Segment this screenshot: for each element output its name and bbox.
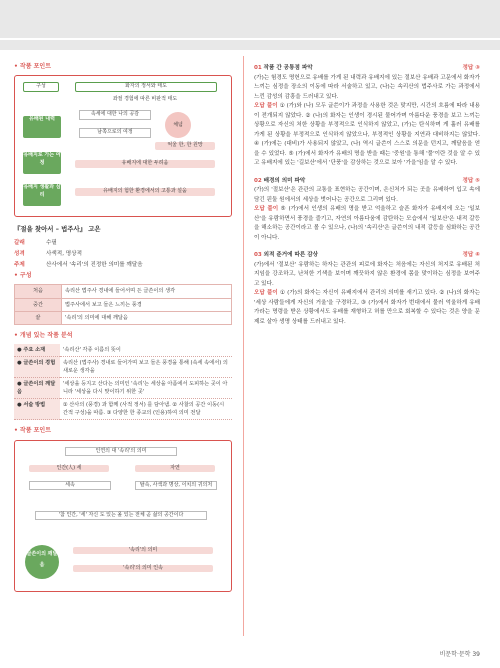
info-value: 수필 xyxy=(46,240,57,247)
explanation-text: (가)는 험경도 명헌으로 유배를 가게 된 내력과 유배지에 있는 절보산 유배과 고문에서 화자가 느끼는 심정을 장소의 이동에 따라 서술하고 있고, (나)는 속리산의 법주사로 가는 과정에서 느낀 감성의 감흥을 드러내고 있다. xyxy=(254,74,480,100)
question-number: 02 xyxy=(254,177,262,184)
table-row xyxy=(14,344,232,357)
diag2-right-sub: 탈속, 사색과 명상, 이치의 귀의처 xyxy=(135,481,217,491)
column-divider xyxy=(243,56,244,636)
question-number: 01 xyxy=(254,65,262,71)
wrong-answer-label: 오답 풀이 xyxy=(254,103,278,109)
meaning-diagram xyxy=(14,440,232,592)
table-cell: 속리산 법주사 경내에 들어서며 든 글쓴이의 생각 xyxy=(62,285,232,298)
box-exile-journey: 유배지로 가는 여정 xyxy=(23,152,61,174)
wrong-answer-label: 오답 풀이 xyxy=(254,206,279,212)
table-cell: '속리'의 의미에 대해 깨달음 xyxy=(62,311,232,324)
question-header xyxy=(254,177,480,187)
section-heading-work-point-2: • 작품 포인트 xyxy=(14,427,51,435)
diagram-label-structure: 구성 xyxy=(23,82,59,92)
section-heading-structure: • 구성 xyxy=(14,272,32,280)
diagram-label-emotion: 화자의 정서와 태도 xyxy=(75,82,217,92)
section-heading-analysis: • 개념 있는 작품 분석 xyxy=(14,331,73,339)
table-row xyxy=(14,357,232,378)
wrong-answer-text: ⑤ (가)에서 인생의 유배의 명을 받고 억울하고 슬픈 화자가 유배지에 오는 '일보산'을 유람하면서 풍경을 즐기고, 자연의 아름다움에 감탄하는 모습에서 '일보산'은 내적 갈등을 해소하는 공간이라고 볼 수 있으나, (나)의 '속리산'은 글쓴이의 내적 갈등을 심화하는 공간이 아니다. xyxy=(254,206,480,241)
table-row xyxy=(14,378,232,399)
table-cell: ① 산사의 (풍경) 과 함께 (사적 정서) 를 담아냄. ② 사찰의 공간 이동(시간적 구성)을 따름. ③ 다양한 한 종교의 (인용)하여 의미 전달 xyxy=(60,399,232,420)
note-suffering: 유배지의 험한 환경에서의 고통과 설움 xyxy=(75,188,215,196)
table-row xyxy=(14,399,232,420)
section-heading-work-point: • 작품 포인트 xyxy=(14,63,51,70)
wrong-answer-label: 오답 풀이 xyxy=(254,290,278,296)
question-02 xyxy=(254,177,480,244)
box-exile-history: 유배된 내력 xyxy=(23,116,61,138)
table-row xyxy=(15,285,232,298)
diag2-out1: '속리'의 의미 xyxy=(73,547,213,555)
top-header-band xyxy=(0,0,500,50)
page-footer xyxy=(440,649,480,658)
info-value: 사색적, 명상적 xyxy=(46,250,82,257)
question-title: 외적 준거에 따른 감상 xyxy=(263,252,319,258)
node-resignation-circle: 체념 xyxy=(165,112,191,138)
question-number: 03 xyxy=(254,252,262,258)
explanation-text: (가)의 '절보산'은 관관의 교통을 표현하는 공간이며, 은신처가 되는 곳을 유배하여 입고 속에 담긴 핀둘 원에서의 세상을 벗어나는 공간으로 그리며 있다. xyxy=(254,187,480,203)
table-cell: ● 글쓴이의 깨달음 xyxy=(14,378,60,399)
structure-table xyxy=(14,284,232,324)
right-column xyxy=(254,60,480,327)
node-journey-south: 남쪽으로의 여정 xyxy=(79,128,151,138)
info-row xyxy=(14,261,232,270)
diagram-sublabel: 좌절 경험에 따른 비판적 태도 xyxy=(112,96,178,103)
wrong-answer-text: ① (가)와 (나) 모두 글쓴이가 과정을 사용한 것은 맞지만, 시간의 흐름에 따라 내용이 전개되지 않았다. ② (나)의 화자는 인생이 경시된 물어가며 아름다운 풍경을 보고 느끼는 상황으로 자신의 처한 상황을 부정적으로 인식하지 않았고, (가)는 탄식하며 게 흘러 유배를 가게 된 상황을 부정적으로 인식하지 않았으나, 부정적인 상황을 지연과 대비하지는 않았다. ④ (가)에는 (대비)가 사용되지 않았고, (나) 역시 글쓴이 스스로 의문을 던지고, 깨달음을 얻을 수 있었다. ⑤ (가)에서 화자가 유배의 명을 받을 때는 '중원'을 통해 '풀'이란 것을 알 수 있고 유배지에 있는 '길보산'에서 '단풍'을 감상하는 것으로 보아 '가을'임을 알 수 있다. xyxy=(254,103,481,166)
table-cell: 속리산 (법주사) 경내로 들어가며 보고 들은 풍경을 통해 (속세 속에서) 의 새로운 생각을 xyxy=(60,357,232,378)
diag2-left: 인간(人) 세 xyxy=(29,465,109,473)
wrong-answer-text: ① (가)의 화자는 자신이 유배지에서 관리의 의미를 새기고 있다. ② (나)의 화자는 '세상 사람들에게 자신의 거울'을 구경하고, ③ (가)에서 화자가 번대에서 물러 억울하게 유배 가라는 명령을 받은 상황에서도 유배를 재형하고 허를 만으로 회복할 수 있다는 것은 양을 문제로 살아 생명 상태를 드러내고 있다. xyxy=(254,290,481,325)
diag2-right: 자연 xyxy=(135,465,215,473)
diag2-top: 인연의 대 '속리'의 의미 xyxy=(65,447,177,457)
question-title: 작품 간 공통점 파악 xyxy=(263,65,313,71)
info-row xyxy=(14,239,232,248)
table-cell: 끝 xyxy=(15,311,62,324)
table-cell: '속리산' 각종 이름의 뜻이 xyxy=(60,344,232,357)
question-header xyxy=(254,251,480,261)
question-03 xyxy=(254,251,480,327)
node-resentment: 억울 한, 한 원망 xyxy=(155,142,215,150)
table-row xyxy=(15,298,232,311)
table-cell: 법주사에서 보고 들은 느끼는 풍경 xyxy=(62,298,232,311)
info-key: 주제 xyxy=(14,261,25,268)
work-title: 『절을 찾아서 – 법주사』 고은 xyxy=(14,225,101,234)
question-header xyxy=(254,64,480,74)
footer-label: 비문학·문학 39 xyxy=(439,651,480,658)
diag2-middle: '참 인간, '세' 자신 도 있는 올 있는 전체 곧 삶의 공간이다 xyxy=(35,511,207,521)
node-empathy: 속세에 대한 나의 공감 xyxy=(79,110,151,120)
left-column xyxy=(14,60,232,592)
answer-label: 정답 ④ xyxy=(462,252,480,258)
table-cell: ● 글쓴이의 경험 xyxy=(14,357,60,378)
header-divider xyxy=(0,38,500,40)
structure-diagram xyxy=(14,75,232,217)
explanation-text: (가)에서 '절보산' 유람하는 하자는 관관의 피로에 화자는 처음에는 자신의 처지로 유배된 처지임을 강조하고, 난처한 기색을 보이며 깨끗하지 않은 환경에 몸을 맞이하는 심정을 보여주고 있다. xyxy=(254,261,480,287)
info-key: 갈래 xyxy=(14,240,25,247)
table-cell: '세상을 등지고 산다는 의미인 '속리'는 세상을 아픔에서 도피하는 곳이 아니라 '세상을 다시 맞이하기 위한 곳' xyxy=(60,378,232,399)
diag2-left-sub: 세속 xyxy=(29,481,111,491)
info-rows xyxy=(14,239,232,269)
note-fear: 유배지에 대한 두려움 xyxy=(75,160,215,168)
analysis-table xyxy=(14,344,232,420)
question-title: 배경의 의미 파악 xyxy=(263,177,306,184)
table-cell: 처음 xyxy=(15,285,62,298)
table-cell: 중간 xyxy=(15,298,62,311)
diag2-realization-circle: 글쓴이의 깨달음 xyxy=(25,545,59,579)
diag2-out2: '속리'의 의미 인속 xyxy=(73,565,213,573)
info-key: 성격 xyxy=(14,250,25,257)
table-cell: ● 서술 방법 xyxy=(14,399,60,420)
answer-label: 정답 ⑤ xyxy=(462,177,480,184)
question-01 xyxy=(254,64,480,169)
answer-label: 정답 ③ xyxy=(462,65,480,71)
table-cell: ● 주요 소재 xyxy=(14,344,60,357)
table-row xyxy=(15,311,232,324)
info-value: 산사에서 '속리'의 진정한 의미를 깨달음 xyxy=(46,261,143,268)
info-row xyxy=(14,250,232,259)
box-exile-life: 유배지 생활과 심리 xyxy=(23,184,61,206)
